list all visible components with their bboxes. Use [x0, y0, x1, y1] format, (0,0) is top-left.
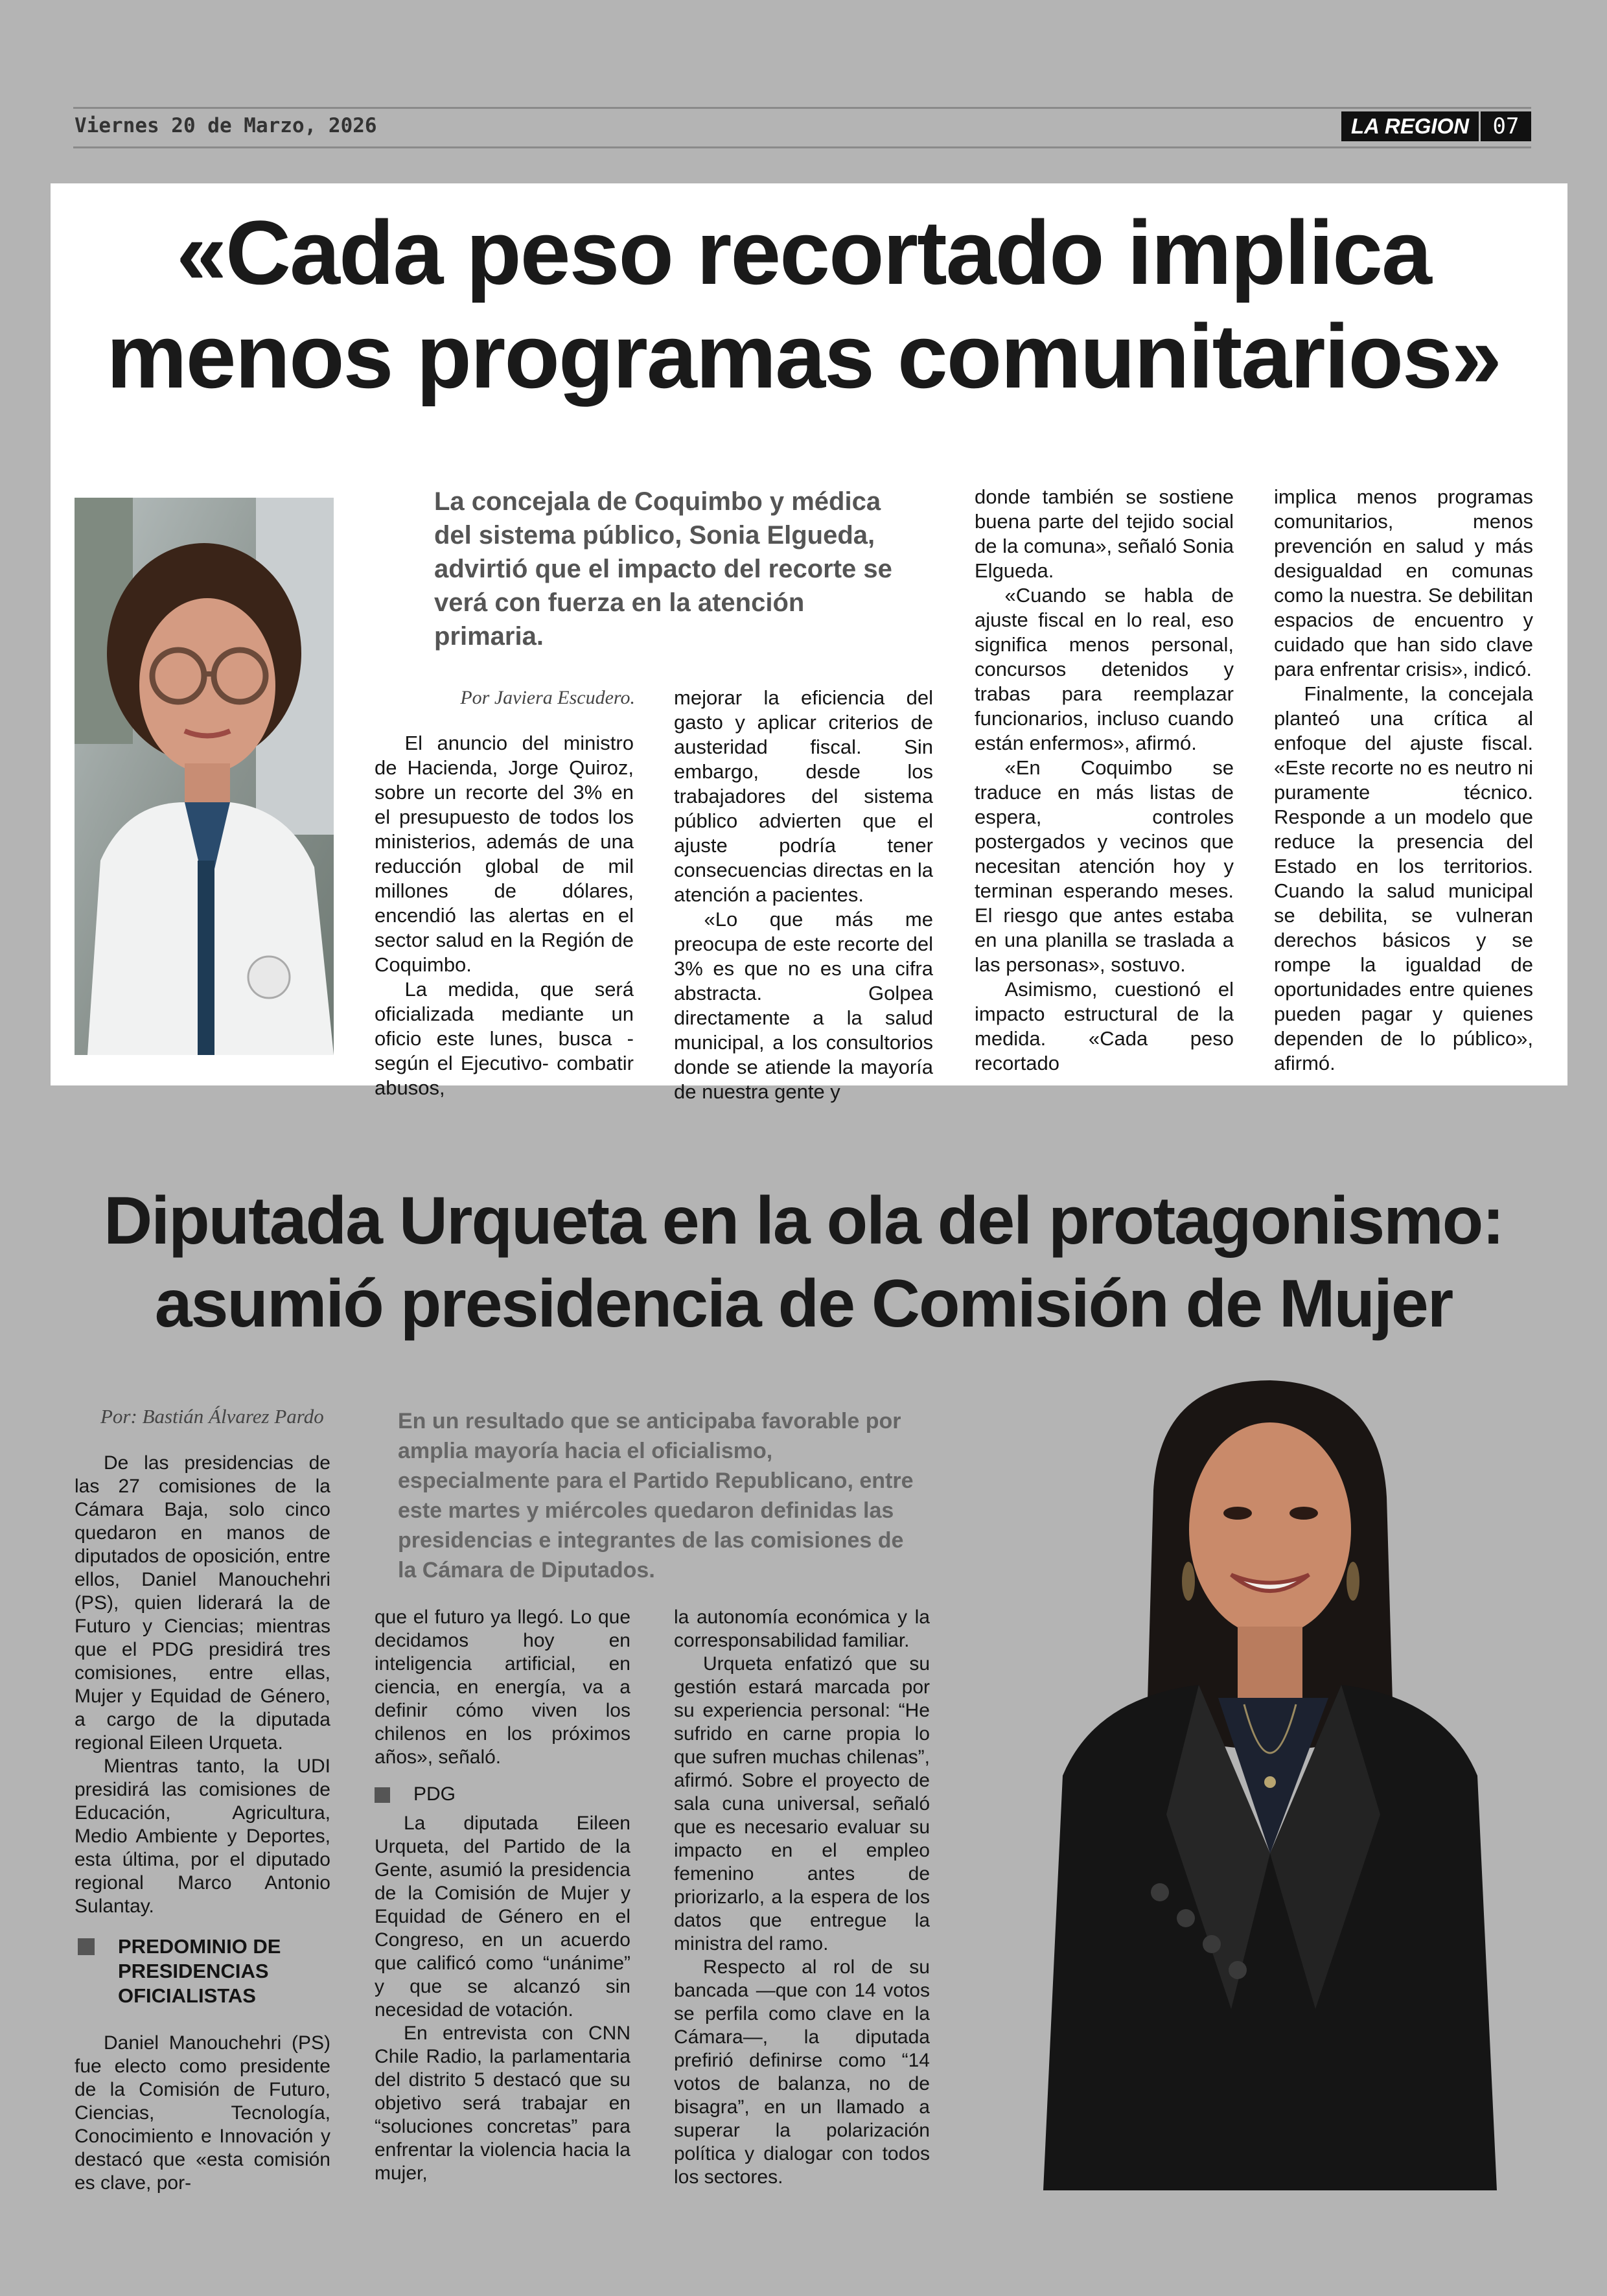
paragraph: Asimismo, cuestionó el impacto estructural de la medida. «Cada peso recortado: [975, 978, 1234, 1074]
article-2-column-2-bottom: [375, 1812, 630, 2185]
header-bottom-rule: [73, 146, 1531, 148]
portrait-photo-eileen-urqueta: [1004, 1361, 1523, 2190]
article-2-byline: Por: Bastián Álvarez Pardo: [100, 1405, 324, 1428]
paragraph: Urqueta enfatizó que su gestión estará marcada por su experiencia personal: “He sufrido en carne propia lo que sufren muchas chilenas”, afirmó. Sobre el proyecto de sala cuna universal, señaló que es necesario evaluar su impacto en el empleo femenino antes de priorizarlo, a la espera de los datos que entregue la ministra del ramo.: [674, 1653, 930, 1954]
paragraph: De las presidencias de las 27 comisiones de la Cámara Baja, solo cinco quedaron en manos de diputados de oposición, entre ellos, Daniel Manouchehri (PS), quien liderará la de Futuro y Ciencias; mientras que el PDG presidirá tres comisiones, entre ellas, Mujer y Equidad de Género, a cargo de la diputada regional Eileen Urqueta.: [75, 1452, 330, 1754]
subhead-text: PREDOMINIO DE PRESIDENCIAS OFICIALISTAS: [118, 1935, 281, 2007]
article-2-column-2-top: [375, 1606, 630, 1769]
paragraph: El anuncio del ministro de Hacienda, Jorge Quiroz, sobre un recorte del 3% en el presupuesto de todos los ministerios, además de una reducción global de mil millones de dólares, encendió las alertas en el sector salud en la Región de Coquimbo.: [375, 732, 634, 976]
bullet-square-icon: [78, 1938, 95, 1955]
headline-line: menos programas comunitarios»: [106, 305, 1501, 407]
article-1-headline: [0, 201, 1607, 408]
pdg-label: PDG: [413, 1783, 456, 1805]
paragraph: «En Coquimbo se traduce en más listas de espera, controles postergados y vecinos que necesitan atención hoy y terminan esperando meses. El riesgo que antes estaba en una planilla se traslada a las personas», sostuvo.: [975, 756, 1234, 976]
paragraph: «Cuando se habla de ajuste fiscal en lo real, eso significa menos personal, concursos detenidos y trabas para reemplazar funcionarios, incluso cuando están enfermos», afirmó.: [975, 584, 1234, 754]
paragraph: donde también se sostiene buena parte del tejido social de la comuna», señaló Sonia Elgueda.: [975, 485, 1234, 582]
paragraph: «Lo que más me preocupa de este recorte del 3% es que no es una cifra abstracta. Golpea directamente a la salud municipal, a los consultorios donde se atiende la mayoría de nuestra gente y: [674, 908, 933, 1103]
article-2-lead: En un resultado que se anticipaba favorable por amplia mayoría hacia el oficialismo, especialmente para el Partido Republicano, entre este martes y miércoles quedaron definidas las presidencias e integrantes de las comisiones de la Cámara de Diputados.: [398, 1409, 914, 1583]
article-1-column-2: [674, 686, 933, 1104]
paragraph: Mientras tanto, la UDI presidirá las comisiones de Educación, Agricultura, Medio Ambiente y Deportes, esta última, por el diputado regional Marco Antonio Sulantay.: [75, 1756, 330, 1917]
paragraph: La medida, que será oficializada mediante un oficio este lunes, busca -según el Ejecutivo- combatir abusos,: [375, 978, 634, 1099]
article-2-headline: [0, 1179, 1607, 1345]
paragraph: que el futuro ya llegó. Lo que decidamos hoy en inteligencia artificial, en ciencia, en energía, va a definir cómo viven los chilenos en los próximos años», señaló.: [375, 1606, 630, 1768]
article-1-column-1: [375, 731, 634, 1100]
article-1-column-3: [975, 485, 1234, 1076]
article-1-column-4: [1274, 485, 1533, 1076]
page-number: 07: [1481, 111, 1531, 141]
paragraph: Daniel Manouchehri (PS) fue electo como presidente de la Comisión de Futuro, Ciencias, Tecnología, Conocimiento e Innovación y destacó que «esta comisión es clave, por-: [75, 2032, 330, 2194]
headline-line: Diputada Urqueta en la ola del protagonismo:: [104, 1183, 1503, 1258]
article-2-column-1-top: [75, 1452, 330, 1918]
paragraph: la autonomía económica y la corresponsabilidad familiar.: [674, 1606, 930, 1651]
bullet-square-icon: [375, 1787, 390, 1803]
paragraph: En entrevista con CNN Chile Radio, la parlamentaria del distrito 5 destacó que su objetivo será trabajar en “soluciones concretas” para enfrentar la violencia hacia la mujer,: [375, 2023, 630, 2184]
article-1-lead: La concejala de Coquimbo y médica del sistema público, Sonia Elgueda, advirtió que el impacto del recorte se verá con fuerza en la atención primaria.: [434, 487, 892, 651]
headline-line: asumió presidencia de Comisión de Mujer: [154, 1266, 1453, 1341]
article-2-column-3: [674, 1606, 930, 2189]
newspaper-logo: LA REGION: [1341, 111, 1479, 141]
paragraph: Finalmente, la concejala planteó una crítica al enfoque del ajuste fiscal. «Este recorte no es neutro ni puramente técnico. Responde a un modelo que reduce la presencia del Estado en los territorios. Cuando la salud municipal se debilita, se vulneran derechos básicos y se rompe la igualdad de oportunidades entre quienes pueden pagar y quienes dependen de lo público», afirmó.: [1274, 682, 1533, 1074]
paragraph: mejorar la eficiencia del gasto y aplicar criterios de austeridad fiscal. Sin embargo, desde los trabajadores del sistema público advierten que el ajuste podría tener consecuencias directas en la atención a pacientes.: [674, 686, 933, 906]
article-1-byline: Por Javiera Escudero.: [460, 687, 635, 708]
paragraph: La diputada Eileen Urqueta, del Partido de la Gente, asumió la presidencia de la Comisión de Mujer y Equidad de Género en el Congreso, en un acuerdo que calificó como “unánime” y que se alcanzó sin necesidad de votación.: [375, 1813, 630, 2021]
article-2-subhead: [78, 1934, 337, 2008]
paragraph: implica menos programas comunitarios, menos prevención en salud y más desigualdad en comunas como la nuestra. Se debilitan espacios de encuentro y cuidado que han sido clave para enfrentar crisis», indicó.: [1274, 485, 1533, 680]
article-2-column-1-bottom: [75, 2032, 330, 2195]
headline-line: «Cada peso recortado implica: [176, 202, 1431, 303]
paragraph: Respecto al rol de su bancada —que con 14 votos se perfila como clave en la Cámara—, la diputada prefirió definirse como “14 votos de balanza, no de bisagra”, en un llamado a superar la polarización política y dialogar con todos los sectores.: [674, 1956, 930, 2188]
portrait-photo-sonia-elgueda: [75, 498, 334, 1055]
article-2-pdg-heading: [375, 1783, 456, 1805]
issue-date: Viernes 20 de Marzo, 2026: [75, 114, 377, 137]
header-top-rule: [73, 107, 1531, 109]
